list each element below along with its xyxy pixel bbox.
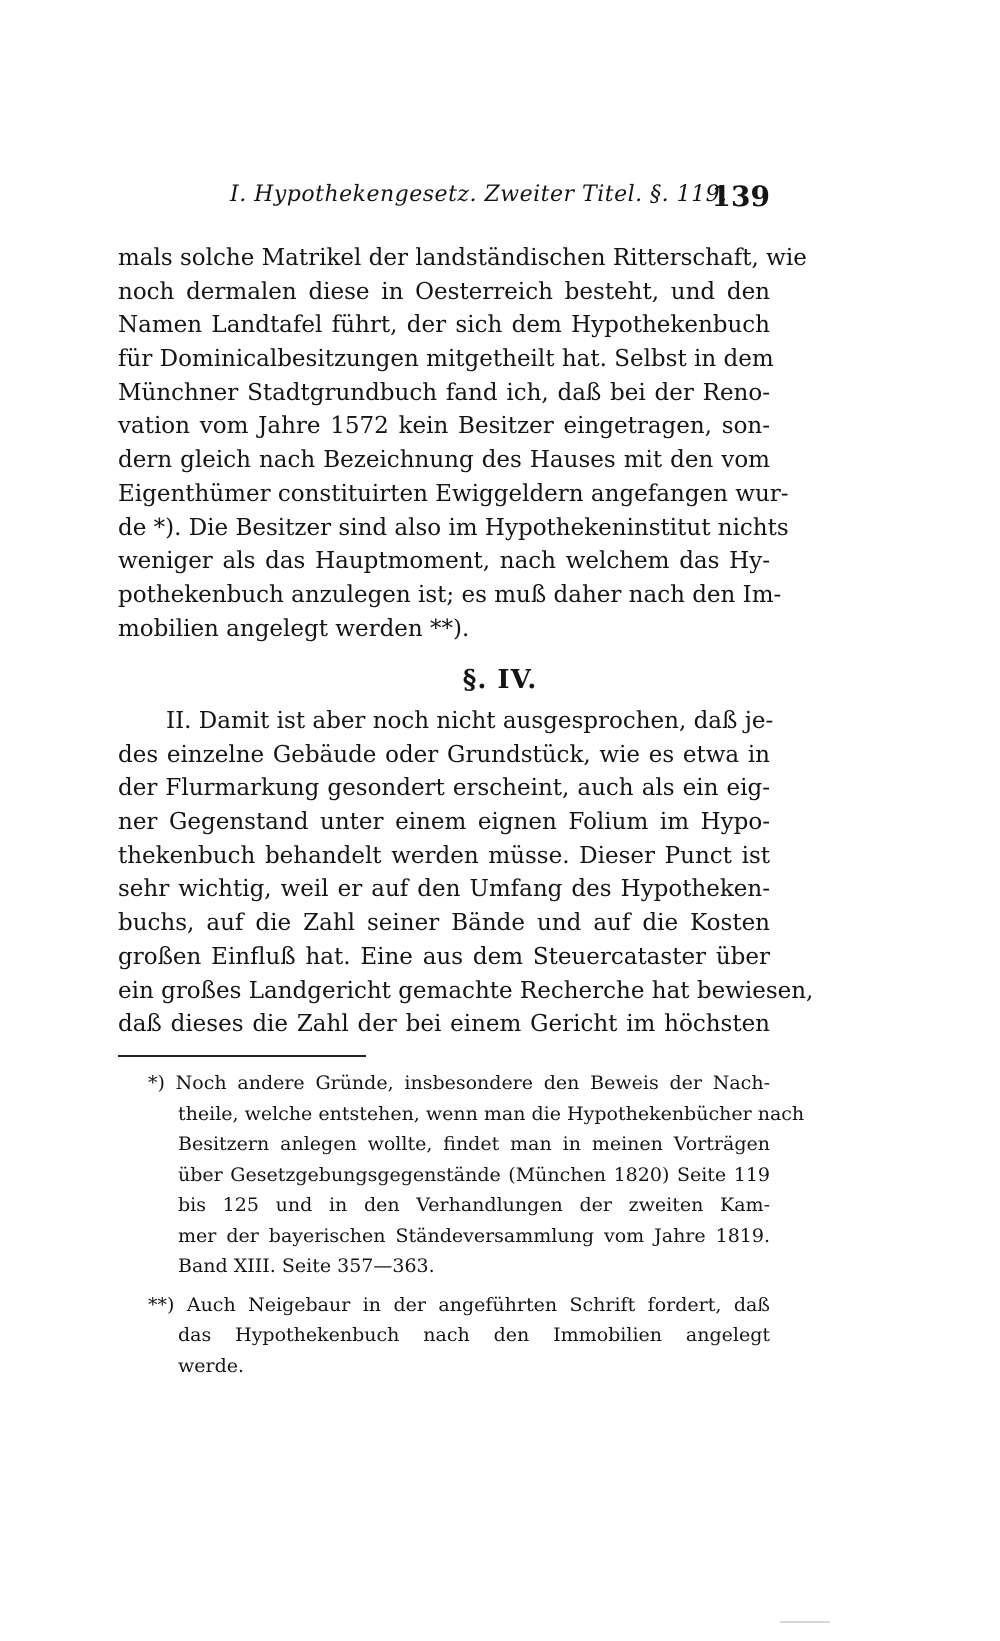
- text-line: mobilien angelegt werden **).: [118, 615, 470, 642]
- paragraph-continuation: [118, 242, 807, 646]
- text-line: thekenbuch behandelt werden müsse. Dieser Punct ist: [118, 842, 770, 869]
- footnote-1: [148, 1068, 805, 1282]
- text-line: ein großes Landgericht gemachte Recherche hat bewiesen,: [118, 977, 814, 1004]
- footnote-line: **) Auch Neigebaur in der angeführten Schrift fordert, daß: [148, 1293, 770, 1316]
- footnote-line: Band XIII. Seite 357—363.: [178, 1255, 435, 1277]
- text-line: sehr wichtig, weil er auf den Umfang des Hypotheken-: [118, 876, 770, 903]
- text-line: großen Einfluß hat. Eine aus dem Steuercataster über: [118, 943, 770, 970]
- footnote-divider: [118, 1055, 366, 1057]
- text-line: weniger als das Hauptmoment, nach welchem das Hy-: [118, 548, 770, 575]
- footnote-line: *) Noch andere Gründe, insbesondere den Beweis der Nach-: [148, 1072, 770, 1094]
- bottom-printer-mark: [780, 1621, 830, 1623]
- text-line: de *). Die Besitzer sind also im Hypothekeninstitut nichts: [118, 514, 789, 541]
- text-line: für Dominicalbesitzungen mitgetheilt hat. Selbst in dem: [118, 346, 774, 373]
- text-line: mals solche Matrikel der landständischen Ritterschaft, wie: [118, 245, 807, 271]
- footnote-line: das Hypothekenbuch nach den Immobilien angelegt: [178, 1324, 770, 1346]
- text-line: Namen Landtafel führt, der sich dem Hypothekenbuch: [118, 312, 770, 339]
- text-line: pothekenbuch anzulegen ist; es muß daher nach den Im-: [118, 581, 782, 608]
- text-line: II. Damit ist aber noch nicht ausgesprochen, daß je-: [166, 708, 774, 734]
- text-line: vation vom Jahre 1572 kein Besitzer eingetragen, son-: [118, 413, 770, 440]
- footnote-line: werde.: [178, 1354, 245, 1377]
- footnote-2: [148, 1290, 770, 1382]
- footnotes: [148, 1068, 805, 1381]
- footnote-line: über Gesetzgebungsgegenstände (München 1820) Seite 119: [178, 1163, 770, 1186]
- text-line: Münchner Stadtgrundbuch fand ich, daß bei der Reno-: [118, 379, 770, 406]
- text-line: dern gleich nach Bezeichnung des Hauses mit den vom: [118, 447, 770, 474]
- footnote-line: bis 125 und in den Verhandlungen der zweiten Kam-: [178, 1194, 770, 1216]
- footnote-line: Besitzern anlegen wollte, findet man in meinen Vorträgen: [178, 1133, 770, 1155]
- text-line: buchs, auf die Zahl seiner Bände und auf die Kosten: [118, 910, 770, 937]
- text-line: der Flurmarkung gesondert erscheint, auch als ein eig-: [118, 775, 770, 802]
- footnote-line: mer der bayerischen Ständeversammlung vom Jahre 1819.: [178, 1224, 770, 1247]
- section-heading: §. IV.: [462, 665, 538, 695]
- text-line: noch dermalen diese in Oesterreich besteht, und den: [118, 278, 770, 305]
- text-line: des einzelne Gebäude oder Grundstück, wie es etwa in: [118, 741, 770, 768]
- text-line: Eigenthümer constituirten Ewiggeldern angefangen wur-: [118, 480, 789, 507]
- text-line: ner Gegenstand unter einem eignen Folium im Hypo-: [118, 809, 770, 836]
- running-head: I. Hypothekengesetz. Zweiter Titel. §. 119.: [230, 182, 728, 207]
- paragraph-section-iv: [118, 705, 814, 1042]
- footnote-spacer: [148, 1282, 770, 1290]
- text-line: daß dieses die Zahl der bei einem Gericht im höchsten: [118, 1011, 770, 1038]
- page-header: [230, 180, 770, 220]
- page-number: 139: [711, 180, 770, 213]
- footnote-line: theile, welche entstehen, wenn man die Hypothekenbücher nach: [178, 1102, 805, 1125]
